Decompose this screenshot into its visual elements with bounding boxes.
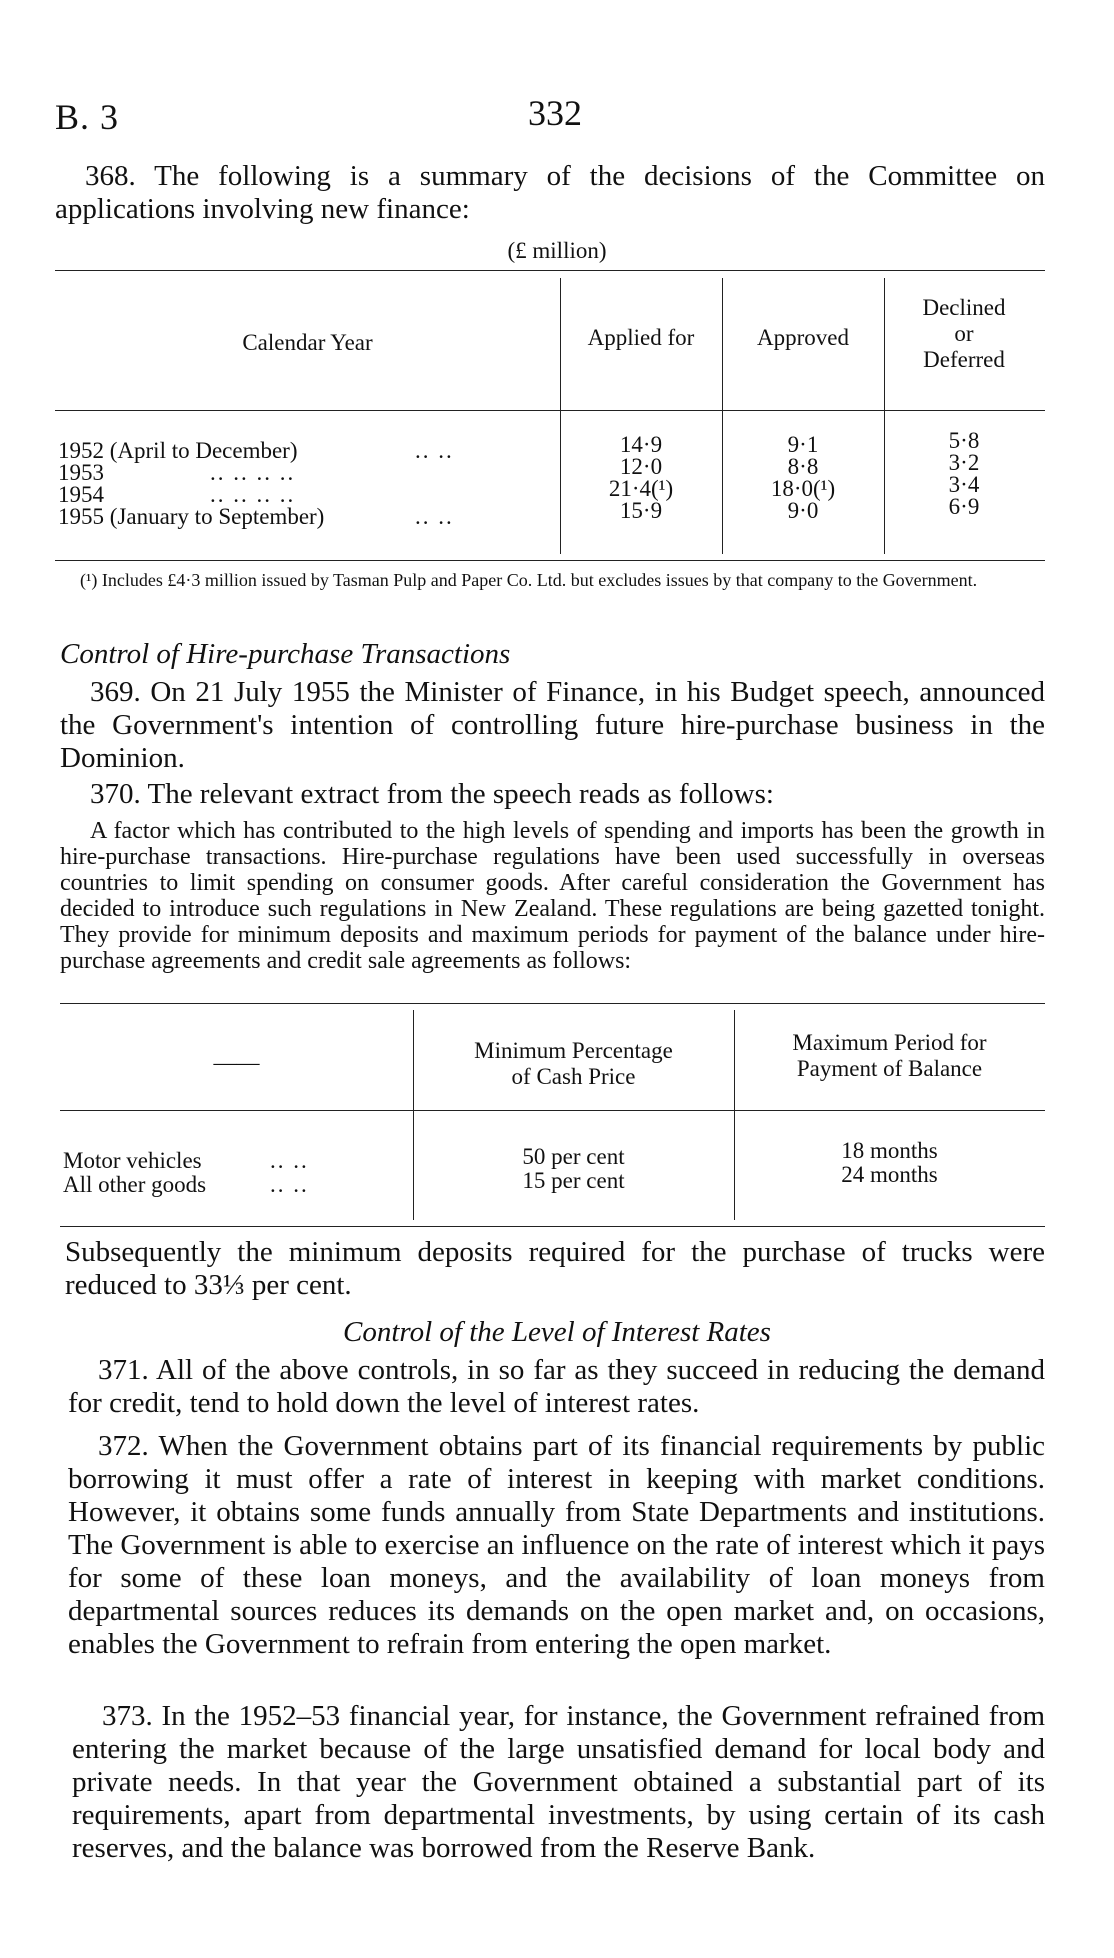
row-leader-dots: .. .. <box>415 438 454 463</box>
paragraph-370 <box>60 778 1045 811</box>
paragraph-373 <box>72 1700 1045 1865</box>
table1-footnote: (¹) Includes £4·3 million issued by Tasman Pulp and Paper Co. Ltd. but excludes issues by that company to the Government. <box>80 570 978 590</box>
header-blank-dash: —— <box>213 1050 260 1075</box>
cell-declined: 3·2 <box>948 450 980 475</box>
cell-declined: 3·4 <box>948 472 980 497</box>
table1-header-rule <box>55 410 1045 411</box>
cell-applied: 14·9 <box>619 432 663 457</box>
paragraph-368 <box>55 160 1045 226</box>
cell-applied: 21·4(¹) <box>608 476 674 501</box>
header-declined <box>884 295 1044 373</box>
table2-top-rule <box>60 1003 1045 1004</box>
heading-hire-purchase: Control of Hire-purchase Transactions <box>60 638 511 670</box>
header-declined-line-2: or <box>954 321 974 346</box>
paragraph-372 <box>68 1430 1045 1661</box>
section-label: B. 3 <box>55 97 120 137</box>
paragraph-373-text: 373. In the 1952–53 financial year, for instance, the Government refrained from entering the market because of the large unsatisfied demand for local body and private needs. In that year the Government obtained a substantial part of its requirements, apart from departmental investments, by using certain of its cash reserves, and the balance was borrowed from the Reserve Bank. <box>72 1700 1045 1864</box>
header-declined-line-1: Declined <box>922 295 1006 320</box>
header-minimum-percentage <box>413 1038 734 1090</box>
cell-min-percentage: 15 per cent <box>522 1168 625 1193</box>
cell-approved: 8·8 <box>787 454 819 479</box>
unit-label: (£ million) <box>507 238 607 263</box>
paragraph-369-text: 369. On 21 July 1955 the Minister of Finance, in his Budget speech, announced the Government's intention of controlling future hire-purchase business in the Dominion. <box>60 676 1045 774</box>
header-max-line-1: Maximum Period for <box>792 1030 987 1055</box>
row-leader-dots: .. .. .. .. <box>210 460 296 485</box>
paragraph-371-text: 371. All of the above controls, in so far as they succeed in reducing the demand for credit, tend to hold down the level of interest rates. <box>68 1354 1045 1419</box>
header-declined-line-3: Deferred <box>923 347 1005 372</box>
header-min-line-1: Minimum Percentage <box>474 1038 673 1063</box>
table-row-year: 1954 <box>58 482 104 507</box>
heading-interest-rates: Control of the Level of Interest Rates <box>343 1316 771 1348</box>
row-leader-dots: .. .. <box>270 1172 309 1197</box>
paragraph-368-text: 368. The following is a summary of the decisions of the Committee on applications involving new finance: <box>55 160 1045 225</box>
table-row-year: 1955 (January to September) <box>58 504 325 529</box>
table-row-label: All other goods <box>63 1172 207 1197</box>
cell-max-period: 24 months <box>841 1162 938 1187</box>
paragraph-371 <box>68 1354 1045 1420</box>
table1-bottom-rule <box>55 560 1045 561</box>
paragraph-370-text: 370. The relevant extract from the speech reads as follows: <box>90 778 774 810</box>
speech-quote-text: A factor which has contributed to the high levels of spending and imports has been the growth in hire-purchase transactions. Hire-purchase regulations have been used successfully in overseas countries to limit spending on consumer goods. After careful consideration the Government has decided to introduce such regulations in New Zealand. These regulations are being gazetted tonight. They provide for minimum deposits and maximum periods for payment of the balance under hire-purchase agreements and credit sale agreements as follows: <box>60 818 1045 974</box>
header-max-line-2: Payment of Balance <box>796 1056 983 1081</box>
row-leader-dots: .. .. <box>415 504 454 529</box>
page-number: 332 <box>528 93 582 133</box>
header-approved: Approved <box>757 325 849 350</box>
cell-approved: 18·0(¹) <box>770 476 836 501</box>
cell-applied: 12·0 <box>619 454 663 479</box>
row-leader-dots: .. .. .. .. <box>210 482 296 507</box>
paragraph-372-text: 372. When the Government obtains part of its financial requirements by public borrowing it must offer a rate of interest in keeping with market conditions. However, it obtains some funds annually from State Departments and institutions. The Government is able to exercise an influence on the rate of interest which it pays for some of these loan moneys, and the availability of loan moneys from departmental sources reduces its demands on the open market and, on occasions, enables the Government to refrain from entering the open market. <box>68 1430 1045 1660</box>
cell-declined: 5·8 <box>948 428 980 453</box>
cell-approved: 9·1 <box>787 432 819 457</box>
header-min-line-2: of Cash Price <box>511 1064 636 1089</box>
cell-max-period: 18 months <box>841 1138 938 1163</box>
table-row-label: Motor vehicles <box>63 1148 202 1173</box>
row-leader-dots: .. .. <box>270 1148 309 1173</box>
cell-approved: 9·0 <box>787 498 819 523</box>
table-row-year: 1952 (April to December) <box>58 438 298 463</box>
header-calendar-year: Calendar Year <box>242 330 373 355</box>
table1-top-rule <box>55 270 1045 271</box>
table2-bottom-rule <box>60 1226 1045 1227</box>
header-applied-for: Applied for <box>587 325 695 350</box>
cell-min-percentage: 50 per cent <box>522 1144 625 1169</box>
paragraph-trucks: Subsequently the minimum deposits required for the purchase of trucks were reduced to 33⅓ per cent. <box>65 1236 1045 1301</box>
table-row-year: 1953 <box>58 460 104 485</box>
cell-applied: 15·9 <box>619 498 663 523</box>
table2-header-rule <box>60 1110 1045 1111</box>
speech-quote <box>60 818 1045 974</box>
paragraph-369 <box>60 676 1045 775</box>
cell-declined: 6·9 <box>948 494 980 519</box>
header-maximum-period <box>734 1030 1045 1082</box>
